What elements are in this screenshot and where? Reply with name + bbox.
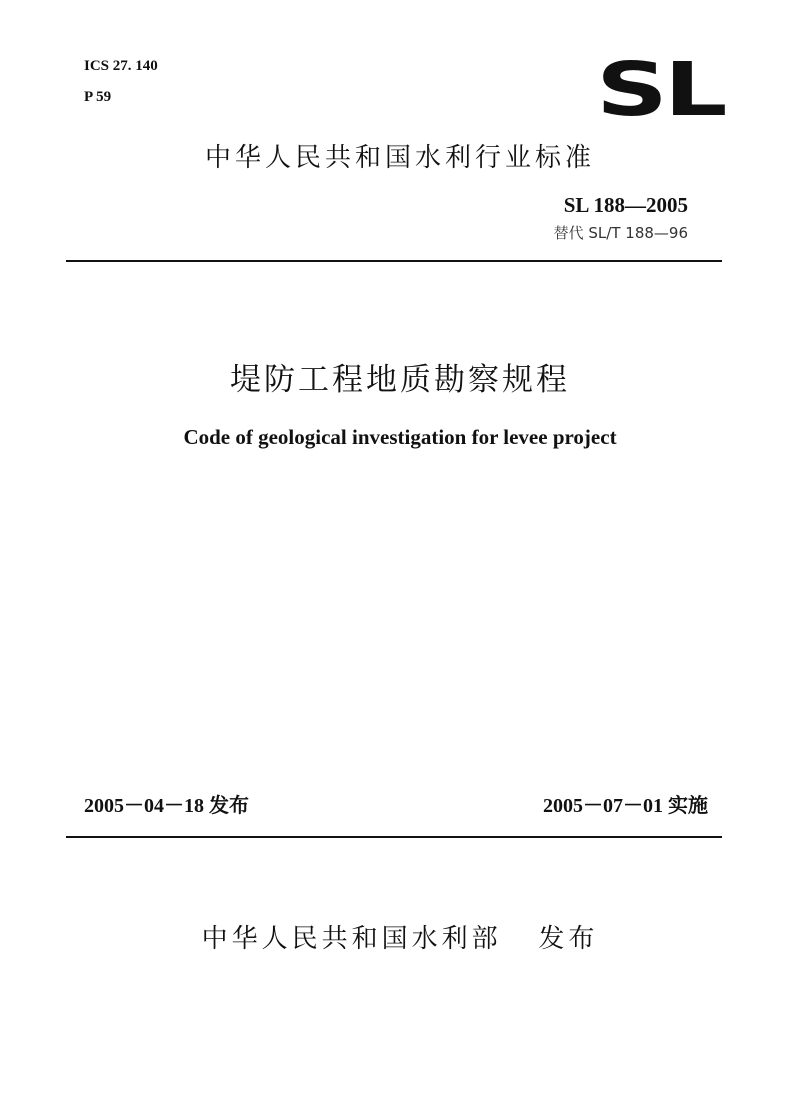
publisher: 中华人民共和国水利部 发布 bbox=[201, 924, 599, 954]
industry-standard-title: 中华人民共和国水利行业标准 bbox=[204, 143, 595, 173]
ics-code: ICS 27. 140 bbox=[84, 58, 158, 74]
top-divider bbox=[66, 260, 722, 262]
replaces-standard: 替代 SL/T 188—96 bbox=[553, 224, 688, 242]
ccs-code: P 59 bbox=[84, 89, 112, 105]
sl-logo: SL bbox=[596, 47, 724, 133]
document-title-english: Code of geological investigation for levee project bbox=[183, 425, 617, 449]
document-title-chinese: 堤防工程地质勘察规程 bbox=[230, 362, 570, 398]
bottom-divider bbox=[66, 836, 722, 838]
issue-date: 2005－04－18 发布 bbox=[84, 795, 249, 817]
standard-number: SL 188—2005 bbox=[563, 193, 688, 217]
implementation-date: 2005－07－01 实施 bbox=[543, 795, 708, 817]
